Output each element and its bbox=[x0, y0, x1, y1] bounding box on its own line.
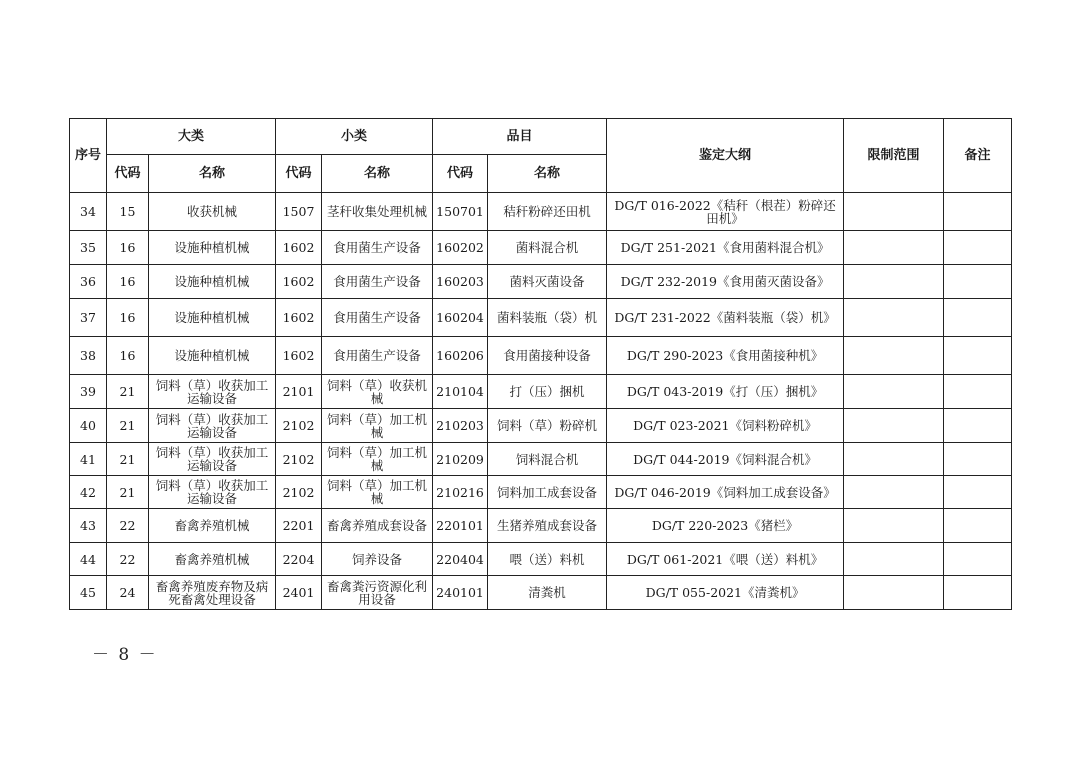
major-name-cell: 饲料（草）收获加工运输设备 bbox=[149, 375, 276, 409]
item-code-cell: 220101 bbox=[433, 509, 488, 543]
header-item: 品目 bbox=[433, 119, 607, 155]
header-major: 大类 bbox=[107, 119, 276, 155]
table-row bbox=[70, 443, 1012, 476]
table-row bbox=[70, 337, 1012, 375]
note-cell bbox=[944, 193, 1012, 231]
minor-code-cell: 2201 bbox=[276, 509, 322, 543]
limit-cell bbox=[844, 375, 944, 409]
outline-cell: DG/T 231-2022《菌料装瓶（袋）机》 bbox=[607, 299, 844, 337]
limit-cell bbox=[844, 337, 944, 375]
minor-name-cell: 食用菌生产设备 bbox=[322, 299, 433, 337]
outline-cell: DG/T 023-2021《饲料粉碎机》 bbox=[607, 409, 844, 443]
table-row bbox=[70, 375, 1012, 409]
note-cell bbox=[944, 543, 1012, 576]
page-number: － 8 － bbox=[92, 645, 158, 665]
seq-cell: 38 bbox=[70, 337, 107, 375]
item-code-cell: 210216 bbox=[433, 476, 488, 509]
limit-cell bbox=[844, 193, 944, 231]
note-cell bbox=[944, 409, 1012, 443]
major-code-cell: 16 bbox=[107, 337, 149, 375]
seq-cell: 35 bbox=[70, 231, 107, 265]
item-name-cell: 饲料（草）粉碎机 bbox=[488, 409, 607, 443]
table-row bbox=[70, 543, 1012, 576]
item-code-cell: 160203 bbox=[433, 265, 488, 299]
outline-cell: DG/T 220-2023《猪栏》 bbox=[607, 509, 844, 543]
header-major-name: 名称 bbox=[149, 155, 276, 193]
major-code-cell: 22 bbox=[107, 543, 149, 576]
item-name-cell: 菌料混合机 bbox=[488, 231, 607, 265]
major-code-cell: 16 bbox=[107, 231, 149, 265]
minor-name-cell: 食用菌生产设备 bbox=[322, 265, 433, 299]
limit-cell bbox=[844, 443, 944, 476]
seq-cell: 44 bbox=[70, 543, 107, 576]
minor-name-cell: 饲养设备 bbox=[322, 543, 433, 576]
minor-code-cell: 2102 bbox=[276, 443, 322, 476]
major-name-cell: 饲料（草）收获加工运输设备 bbox=[149, 409, 276, 443]
minor-name-cell: 茎秆收集处理机械 bbox=[322, 193, 433, 231]
major-code-cell: 21 bbox=[107, 409, 149, 443]
limit-cell bbox=[844, 509, 944, 543]
item-name-cell: 饲料混合机 bbox=[488, 443, 607, 476]
note-cell bbox=[944, 443, 1012, 476]
limit-cell bbox=[844, 576, 944, 610]
table-row bbox=[70, 231, 1012, 265]
item-code-cell: 160202 bbox=[433, 231, 488, 265]
header-limit: 限制范围 bbox=[844, 119, 944, 193]
seq-cell: 42 bbox=[70, 476, 107, 509]
minor-code-cell: 2102 bbox=[276, 409, 322, 443]
table-row bbox=[70, 265, 1012, 299]
minor-code-cell: 1602 bbox=[276, 299, 322, 337]
item-name-cell: 打（压）捆机 bbox=[488, 375, 607, 409]
minor-code-cell: 2401 bbox=[276, 576, 322, 610]
item-code-cell: 150701 bbox=[433, 193, 488, 231]
major-name-cell: 畜禽养殖机械 bbox=[149, 509, 276, 543]
item-code-cell: 210209 bbox=[433, 443, 488, 476]
item-name-cell: 饲料加工成套设备 bbox=[488, 476, 607, 509]
header-seq: 序号 bbox=[70, 119, 107, 193]
table-row bbox=[70, 509, 1012, 543]
outline-cell: DG/T 290-2023《食用菌接种机》 bbox=[607, 337, 844, 375]
note-cell bbox=[944, 476, 1012, 509]
minor-name-cell: 畜禽养殖成套设备 bbox=[322, 509, 433, 543]
note-cell bbox=[944, 576, 1012, 610]
minor-code-cell: 2204 bbox=[276, 543, 322, 576]
seq-cell: 40 bbox=[70, 409, 107, 443]
minor-name-cell: 食用菌生产设备 bbox=[322, 231, 433, 265]
item-code-cell: 240101 bbox=[433, 576, 488, 610]
minor-code-cell: 1602 bbox=[276, 337, 322, 375]
major-code-cell: 16 bbox=[107, 299, 149, 337]
major-code-cell: 22 bbox=[107, 509, 149, 543]
outline-cell: DG/T 061-2021《喂（送）料机》 bbox=[607, 543, 844, 576]
item-name-cell: 菌料装瓶（袋）机 bbox=[488, 299, 607, 337]
item-name-cell: 食用菌接种设备 bbox=[488, 337, 607, 375]
table-row bbox=[70, 576, 1012, 610]
seq-cell: 37 bbox=[70, 299, 107, 337]
major-code-cell: 21 bbox=[107, 443, 149, 476]
table-body bbox=[70, 193, 1012, 610]
major-code-cell: 21 bbox=[107, 476, 149, 509]
item-code-cell: 160204 bbox=[433, 299, 488, 337]
item-code-cell: 210104 bbox=[433, 375, 488, 409]
seq-cell: 41 bbox=[70, 443, 107, 476]
limit-cell bbox=[844, 409, 944, 443]
outline-cell: DG/T 251-2021《食用菌料混合机》 bbox=[607, 231, 844, 265]
major-name-cell: 设施种植机械 bbox=[149, 337, 276, 375]
minor-code-cell: 2101 bbox=[276, 375, 322, 409]
minor-code-cell: 2102 bbox=[276, 476, 322, 509]
seq-cell: 43 bbox=[70, 509, 107, 543]
equipment-catalog-table bbox=[69, 118, 1012, 610]
note-cell bbox=[944, 375, 1012, 409]
outline-cell: DG/T 043-2019《打（压）捆机》 bbox=[607, 375, 844, 409]
header-minor-code: 代码 bbox=[276, 155, 322, 193]
limit-cell bbox=[844, 265, 944, 299]
seq-cell: 39 bbox=[70, 375, 107, 409]
minor-name-cell: 饲料（草）加工机械 bbox=[322, 476, 433, 509]
seq-cell: 45 bbox=[70, 576, 107, 610]
limit-cell bbox=[844, 299, 944, 337]
outline-cell: DG/T 046-2019《饲料加工成套设备》 bbox=[607, 476, 844, 509]
major-name-cell: 设施种植机械 bbox=[149, 265, 276, 299]
item-name-cell: 喂（送）料机 bbox=[488, 543, 607, 576]
header-minor: 小类 bbox=[276, 119, 433, 155]
note-cell bbox=[944, 299, 1012, 337]
minor-name-cell: 饲料（草）收获机械 bbox=[322, 375, 433, 409]
item-name-cell: 清粪机 bbox=[488, 576, 607, 610]
table-row bbox=[70, 476, 1012, 509]
outline-cell: DG/T 044-2019《饲料混合机》 bbox=[607, 443, 844, 476]
minor-name-cell: 食用菌生产设备 bbox=[322, 337, 433, 375]
table-row bbox=[70, 299, 1012, 337]
table-row bbox=[70, 409, 1012, 443]
limit-cell bbox=[844, 543, 944, 576]
major-name-cell: 畜禽养殖废弃物及病死畜禽处理设备 bbox=[149, 576, 276, 610]
note-cell bbox=[944, 337, 1012, 375]
major-name-cell: 畜禽养殖机械 bbox=[149, 543, 276, 576]
minor-code-cell: 1507 bbox=[276, 193, 322, 231]
item-code-cell: 220404 bbox=[433, 543, 488, 576]
seq-cell: 36 bbox=[70, 265, 107, 299]
item-name-cell: 菌料灭菌设备 bbox=[488, 265, 607, 299]
major-name-cell: 收获机械 bbox=[149, 193, 276, 231]
major-name-cell: 设施种植机械 bbox=[149, 299, 276, 337]
header-minor-name: 名称 bbox=[322, 155, 433, 193]
major-code-cell: 16 bbox=[107, 265, 149, 299]
limit-cell bbox=[844, 231, 944, 265]
major-code-cell: 15 bbox=[107, 193, 149, 231]
minor-name-cell: 畜禽粪污资源化利用设备 bbox=[322, 576, 433, 610]
outline-cell: DG/T 232-2019《食用菌灭菌设备》 bbox=[607, 265, 844, 299]
outline-cell: DG/T 016-2022《秸秆（根茬）粉碎还田机》 bbox=[607, 193, 844, 231]
header-item-code: 代码 bbox=[433, 155, 488, 193]
note-cell bbox=[944, 509, 1012, 543]
item-name-cell: 秸秆粉碎还田机 bbox=[488, 193, 607, 231]
major-name-cell: 设施种植机械 bbox=[149, 231, 276, 265]
minor-code-cell: 1602 bbox=[276, 265, 322, 299]
item-code-cell: 210203 bbox=[433, 409, 488, 443]
note-cell bbox=[944, 231, 1012, 265]
header-item-name: 名称 bbox=[488, 155, 607, 193]
minor-name-cell: 饲料（草）加工机械 bbox=[322, 409, 433, 443]
header-outline: 鉴定大纲 bbox=[607, 119, 844, 193]
major-code-cell: 24 bbox=[107, 576, 149, 610]
minor-code-cell: 1602 bbox=[276, 231, 322, 265]
seq-cell: 34 bbox=[70, 193, 107, 231]
note-cell bbox=[944, 265, 1012, 299]
outline-cell: DG/T 055-2021《清粪机》 bbox=[607, 576, 844, 610]
table-row bbox=[70, 193, 1012, 231]
minor-name-cell: 饲料（草）加工机械 bbox=[322, 443, 433, 476]
major-name-cell: 饲料（草）收获加工运输设备 bbox=[149, 476, 276, 509]
header-major-code: 代码 bbox=[107, 155, 149, 193]
major-code-cell: 21 bbox=[107, 375, 149, 409]
major-name-cell: 饲料（草）收获加工运输设备 bbox=[149, 443, 276, 476]
item-code-cell: 160206 bbox=[433, 337, 488, 375]
limit-cell bbox=[844, 476, 944, 509]
item-name-cell: 生猪养殖成套设备 bbox=[488, 509, 607, 543]
header-note: 备注 bbox=[944, 119, 1012, 193]
table-header bbox=[70, 119, 1012, 193]
